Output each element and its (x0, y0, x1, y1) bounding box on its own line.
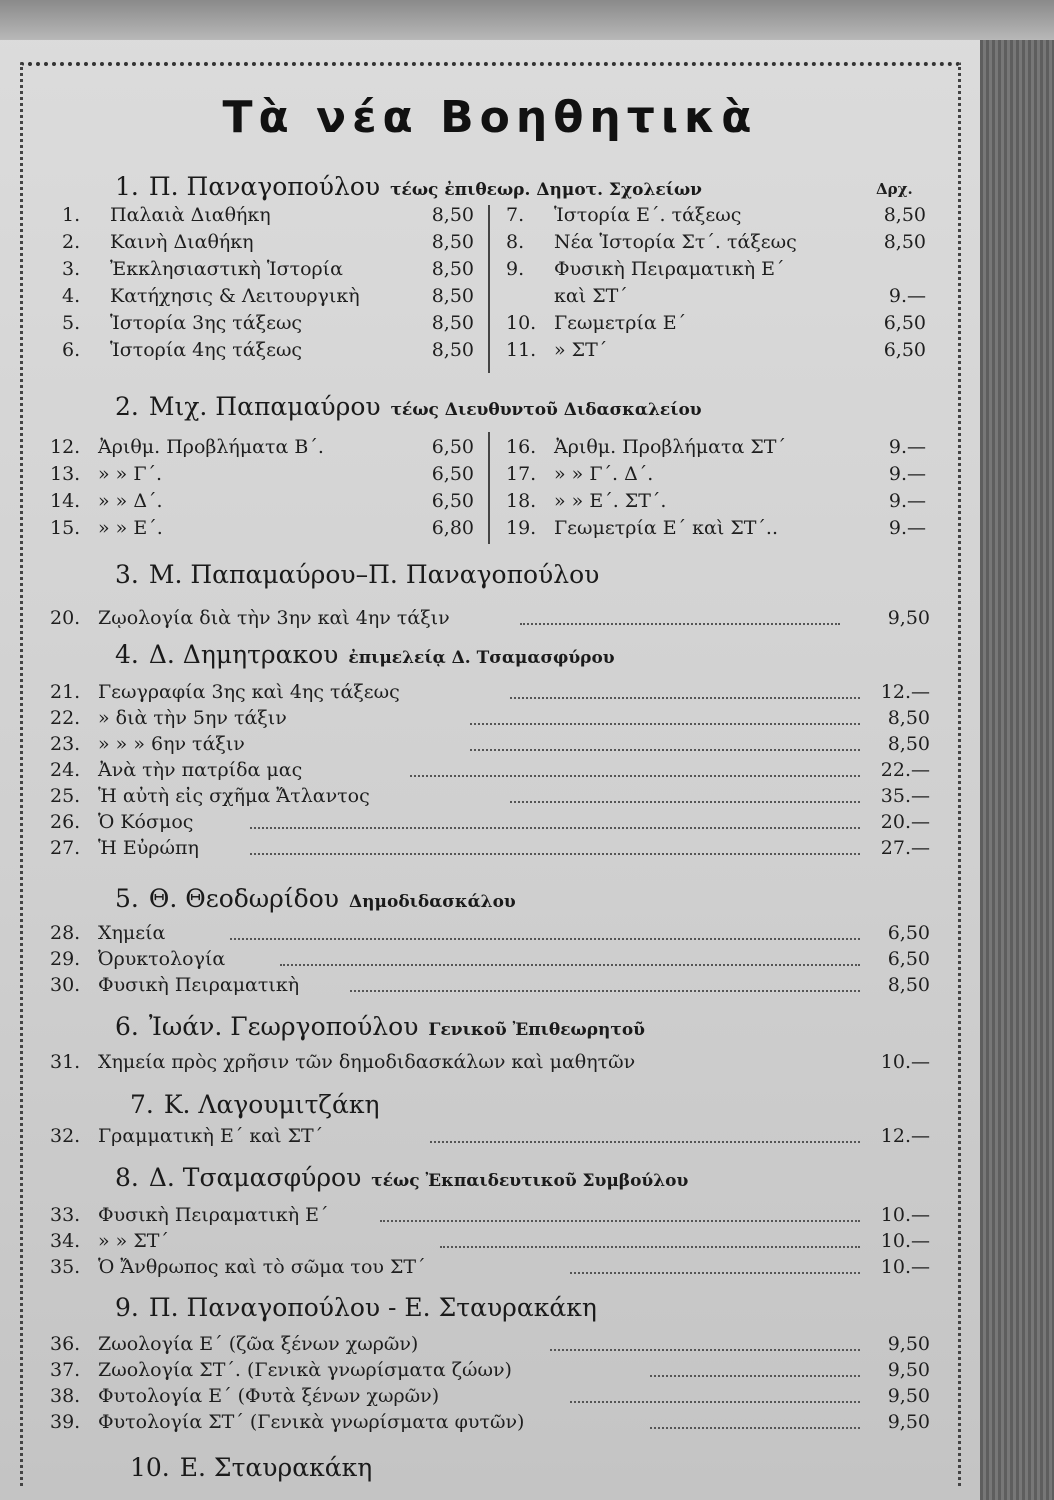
list-item: 36. Ζωολογία Ε΄ (ζῶα ξένων χωρῶν) 9,50 (50, 1333, 930, 1355)
section-header: 6. Ἰωάν. Γεωργοπούλου Γενικοῦ Ἐπιθεωρητοῦ (115, 1012, 645, 1041)
list-item: 13. » » Γ΄. 6,50 (50, 463, 474, 485)
list-item: 26. Ὁ Κόσμος 20.— (50, 811, 930, 833)
list-item: 39. Φυτολογία ΣΤ΄ (Γενικὰ γνωρίσματα φυτῶν) 9,50 (50, 1411, 930, 1433)
column-divider (488, 205, 490, 373)
list-item: 25. Ἡ αὐτὴ εἰς σχῆμα Ἄτλαντος 35.— (50, 785, 930, 807)
list-item: 15. » » Ε΄. 6,80 (50, 517, 474, 539)
list-item: 38. Φυτολογία Ε΄ (Φυτὰ ξένων χωρῶν) 9,50 (50, 1385, 930, 1407)
section-header: 2. Μιχ. Παπαμαύρου τέως Διευθυντοῦ Διδασκαλείου (115, 392, 702, 421)
list-item: 21. Γεωγραφία 3ης καὶ 4ης τάξεως 12.— (50, 681, 930, 703)
list-item: 30. Φυσικὴ Πειραματικὴ 8,50 (50, 974, 930, 996)
section-header: 5. Θ. Θεοδωρίδου Δημοδιδασκάλου (115, 884, 516, 913)
section-header: 3. Μ. Παπαμαύρου–Π. Παναγοπούλου (115, 560, 600, 589)
list-item: 14. » » Δ΄. 6,50 (50, 490, 474, 512)
section-header: 1. Π. Παναγοπούλου τέως ἐπιθεωρ. Δημοτ. Σχολείων (115, 172, 702, 201)
list-item: 28. Χημεία 6,50 (50, 922, 930, 944)
list-item: 32. Γραμματικὴ Ε΄ καὶ ΣΤ΄ 12.— (50, 1125, 930, 1147)
list-item: 3. Ἐκκλησιαστικὴ Ἱστορία 8,50 (62, 258, 474, 280)
list-item: 37. Ζωολογία ΣΤ΄. (Γενικὰ γνωρίσματα ζώων) 9,50 (50, 1359, 930, 1381)
section-header: 10. Ε. Σταυρακάκη (130, 1453, 373, 1482)
list-item: 4. Κατήχησις & Λειτουργικὴ 8,50 (62, 285, 474, 307)
list-item: 10. Γεωμετρία Ε΄ 6,50 (506, 312, 926, 334)
currency-header: Δρχ. (876, 180, 913, 198)
list-item: 23. » » » 6ην τάξιν 8,50 (50, 733, 930, 755)
section-header: 7. Κ. Λαγουμιτζάκη (130, 1090, 380, 1119)
list-item: 33. Φυσικὴ Πειραματικὴ Ε΄ 10.— (50, 1204, 930, 1226)
list-item: 2. Καινὴ Διαθήκη 8,50 (62, 231, 474, 253)
list-item: 9. Φυσικὴ Πειραματικὴ Ε΄ (506, 258, 785, 280)
column-divider (488, 432, 490, 544)
list-item: 29. Ὀρυκτολογία 6,50 (50, 948, 930, 970)
section-header: 9. Π. Παναγοπούλου - Ε. Σταυρακάκη (115, 1293, 597, 1322)
list-item: 35. Ὁ Ἄνθρωπος καὶ τὸ σῶμα του ΣΤ΄ 10.— (50, 1256, 930, 1278)
list-item: 1. Παλαιὰ Διαθήκη 8,50 (62, 204, 474, 226)
list-item: 12. Ἀριθμ. Προβλήματα Β΄. 6,50 (50, 436, 474, 458)
list-item: 6. Ἱστορία 4ης τάξεως 8,50 (62, 339, 474, 361)
section-header: 8. Δ. Τσαμασφύρου τέως Ἐκπαιδευτικοῦ Συμβούλου (115, 1163, 689, 1192)
list-item: 5. Ἱστορία 3ης τάξεως 8,50 (62, 312, 474, 334)
list-item: 22. » διὰ τὴν 5ην τάξιν 8,50 (50, 707, 930, 729)
list-item: 20. Ζῳολογία διὰ τὴν 3ην καὶ 4ην τάξιν 9,50 (50, 607, 930, 629)
page-title: Τὰ νέα Βοηθητικὰ (222, 92, 758, 143)
page-top-edge (0, 0, 1054, 40)
list-item-continuation: καὶ ΣΤ΄ 9.— (554, 285, 926, 307)
list-item: 34. » » ΣΤ΄ 10.— (50, 1230, 930, 1252)
list-item: 17. » » Γ΄. Δ΄. 9.— (506, 463, 926, 485)
section-header: 4. Δ. Δημητρακου ἐπιμελείᾳ Δ. Τσαμασφύρου (115, 640, 615, 669)
list-item: 27. Ἡ Εὐρώπη 27.— (50, 837, 930, 859)
list-item: 8. Νέα Ἱστορία Στ΄. τάξεως 8,50 (506, 231, 926, 253)
list-item: 16. Ἀριθμ. Προβλήματα ΣΤ΄ 9.— (506, 436, 926, 458)
list-item: 7. Ἱστορία Ε΄. τάξεως 8,50 (506, 204, 926, 226)
book-spine (980, 40, 1054, 1500)
list-item: 24. Ἀνὰ τὴν πατρίδα μας 22.— (50, 759, 930, 781)
list-item: 18. » » Ε΄. ΣΤ΄. 9.— (506, 490, 926, 512)
list-item: 31. Χημεία πρὸς χρῆσιν τῶν δημοδιδασκάλων καὶ μαθητῶν 10.— (50, 1051, 930, 1073)
list-item: 19. Γεωμετρία Ε΄ καὶ ΣΤ΄.. 9.— (506, 517, 926, 539)
list-item: 11. » ΣΤ΄ 6,50 (506, 339, 926, 361)
